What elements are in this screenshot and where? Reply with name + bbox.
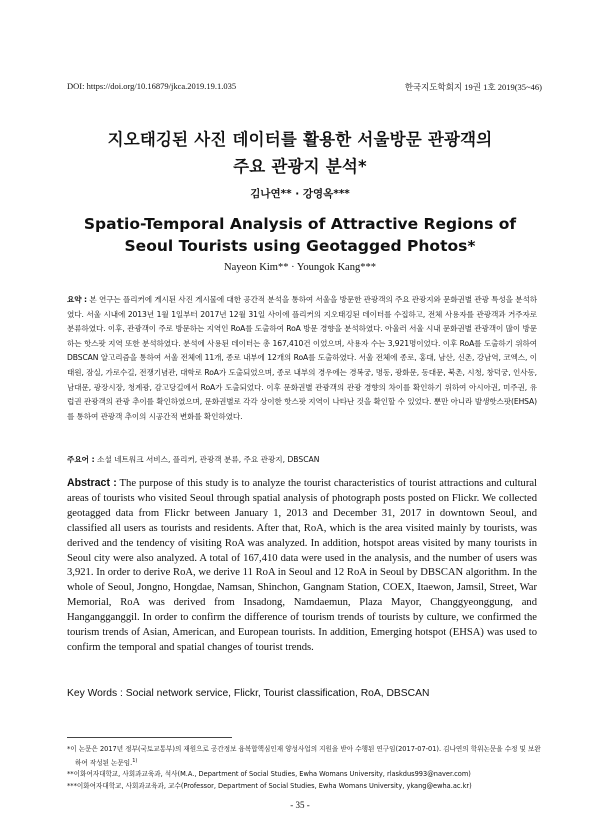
- footnote-author-2[interactable]: ***이화여자대학교, 사회과교육과, 교수(Professor, Department of Social Studies, Ewha Womans University, ykang@ewha.ac.kr): [67, 782, 472, 790]
- keywords-korean-label: 주요어 :: [67, 455, 95, 464]
- doi-line[interactable]: DOI: https://doi.org/10.16879/jkca.2019.19.1.035: [67, 81, 237, 91]
- abstract-english: [67, 476, 537, 656]
- footnote-divider: [67, 737, 232, 738]
- abstract-korean-label: 요약 :: [67, 295, 87, 304]
- title-korean: [0, 126, 600, 180]
- title-english-line-1: Spatio-Temporal Analysis of Attractive Regions of: [83, 215, 517, 233]
- abstract-korean: [67, 293, 537, 424]
- title-korean-line-1: 지오태깅된 사진 데이터를 활용한 서울방문 관광객의: [107, 130, 493, 149]
- footnote-mark: 1): [132, 758, 138, 764]
- abstract-english-label: Abstract :: [67, 477, 117, 489]
- journal-citation: 한국지도학회지 19권 1호 2019(35~46): [404, 82, 542, 92]
- footnote-author-1[interactable]: **이화여자대학교, 사회과교육과, 석사(M.A., Department of Social Studies, Ewha Womans University, rlaskdus993@naver.com): [67, 770, 471, 778]
- authors-english: Nayeon Kim** · Youngok Kang***: [224, 262, 376, 273]
- abstract-english-text: The purpose of this study is to analyze the tourist characteristics of tourist attractions and cultural areas of tourists who visited Seoul through spatial analysis of photograph posts posted on Flickr. We collected geotagged data from Flickr between January 1, 2013 and December 31, 2017 in downtown Seoul, and classified all users as tourists and residents. After that, RoA, which is the area visited mainly by tourists, was derived and the tendency of visiting RoA was analyzed. In addition, hotspot areas visited by many tourists in Seoul city were also analyzed. A total of 167,410 data were used in the analysis, and the number of users was 3,921. In order to derive RoA, we derive 11 RoA in Seoul and 12 RoA in Seoul by DBSCAN algorithm. In the whole of Seoul, Jongno, Hongdae, Namsan, Shinchon, Gangnam Station, COEX, Itaewon, Jamsil, Street, War Memorial, RoA was derived from Insadong, Namdaemun, Plaza Mayor, Changgyeonggung, and Hangangganggil. In order to confirm the difference of tourism trends of tourists by culture, we confirmed the tourism trends of Asian, American, and European tourists. In addition, Emerging hotspot (EHSA) was used to confirm the temporal and spatial changes of tourist trends.: [67, 478, 537, 653]
- footnote-funding-text: *이 논문은 2017년 정부(국토교통부)의 재원으로 공간정보 융복합핵심인재 양성사업의 지원을 받아 수행된 연구임(2017-07-01). 김나연의 학위논문을 수정 및 보완하여 작성된 논문임.: [67, 745, 541, 768]
- keywords-english: Key Words : Social network service, Flickr, Tourist classification, RoA, DBSCAN: [67, 688, 430, 699]
- abstract-korean-text: 본 연구는 플리커에 게시된 사진 게시물에 대한 공간적 분석을 통하여 서울을 방문한 관광객의 주요 관광지와 문화권별 관광 특성을 분석하였다. 서울 시내에 2013년 1월 1일부터 2017년 12월 31일 사이에 플리커의 지오태깅된 데이터를 수집하고, 전체 사용자를 관광객과 거주자로 분류하였다. 이후, 관광객이 주로 방문하는 지역인 RoA를 도출하여 RoA 방문 경향을 분석하였다. 아울러 서울 시내 문화권별 관광객이 많이 방문하는 핫스팟 지역 또한 분석하였다. 분석에 사용된 데이터는 총 167,410건 이었으며, 사용자 수는 3,921명이었다. 이후 RoA를 도출하기 위하여 DBSCAN 알고리즘을 통하여 서울 전체에 11개, 종로 내부에 12개의 RoA를 도출하였다. 서울 전체에 종로, 홍대, 남산, 신촌, 강남역, 코엑스, 이태원, 잠실, 가로수길, 전쟁기념관, 대학로 RoA가 도출되었으며, 종로 내부의 경우에는 경복궁, 명동, 광화문, 동대문, 북촌, 시청, 창덕궁, 인사동, 남대문, 광장시장, 청계광, 감고당길에서 RoA가 도출되었다. 이후 문화권별 관광객의 관광 경향의 차이를 확인하기 위하여 아시아권, 미주권, 유럽권 관광객의 관광 추이를 확인하였으며, 문화권별로 각각 상이한 핫스팟 지역이 나타난 것을 확인할 수 있었다. 뿐만 아니라 발생핫스팟(EHSA)를 통하여 관광객 추이의 시공간적 변화를 확인하였다.: [67, 295, 537, 421]
- title-korean-line-2: 주요 관광지 분석*: [233, 157, 367, 176]
- authors-korean: 김나연** · 강영옥***: [250, 188, 350, 200]
- page-number: - 35 -: [290, 800, 310, 810]
- footnote-funding: [67, 743, 545, 769]
- title-english-line-2: Seoul Tourists using Geotagged Photos*: [124, 237, 476, 255]
- keywords-korean-text: 소셜 네트워크 서비스, 플리커, 관광객 분류, 주요 관광지, DBSCAN: [97, 455, 320, 464]
- title-english: [0, 213, 600, 257]
- keywords-korean: [67, 454, 537, 465]
